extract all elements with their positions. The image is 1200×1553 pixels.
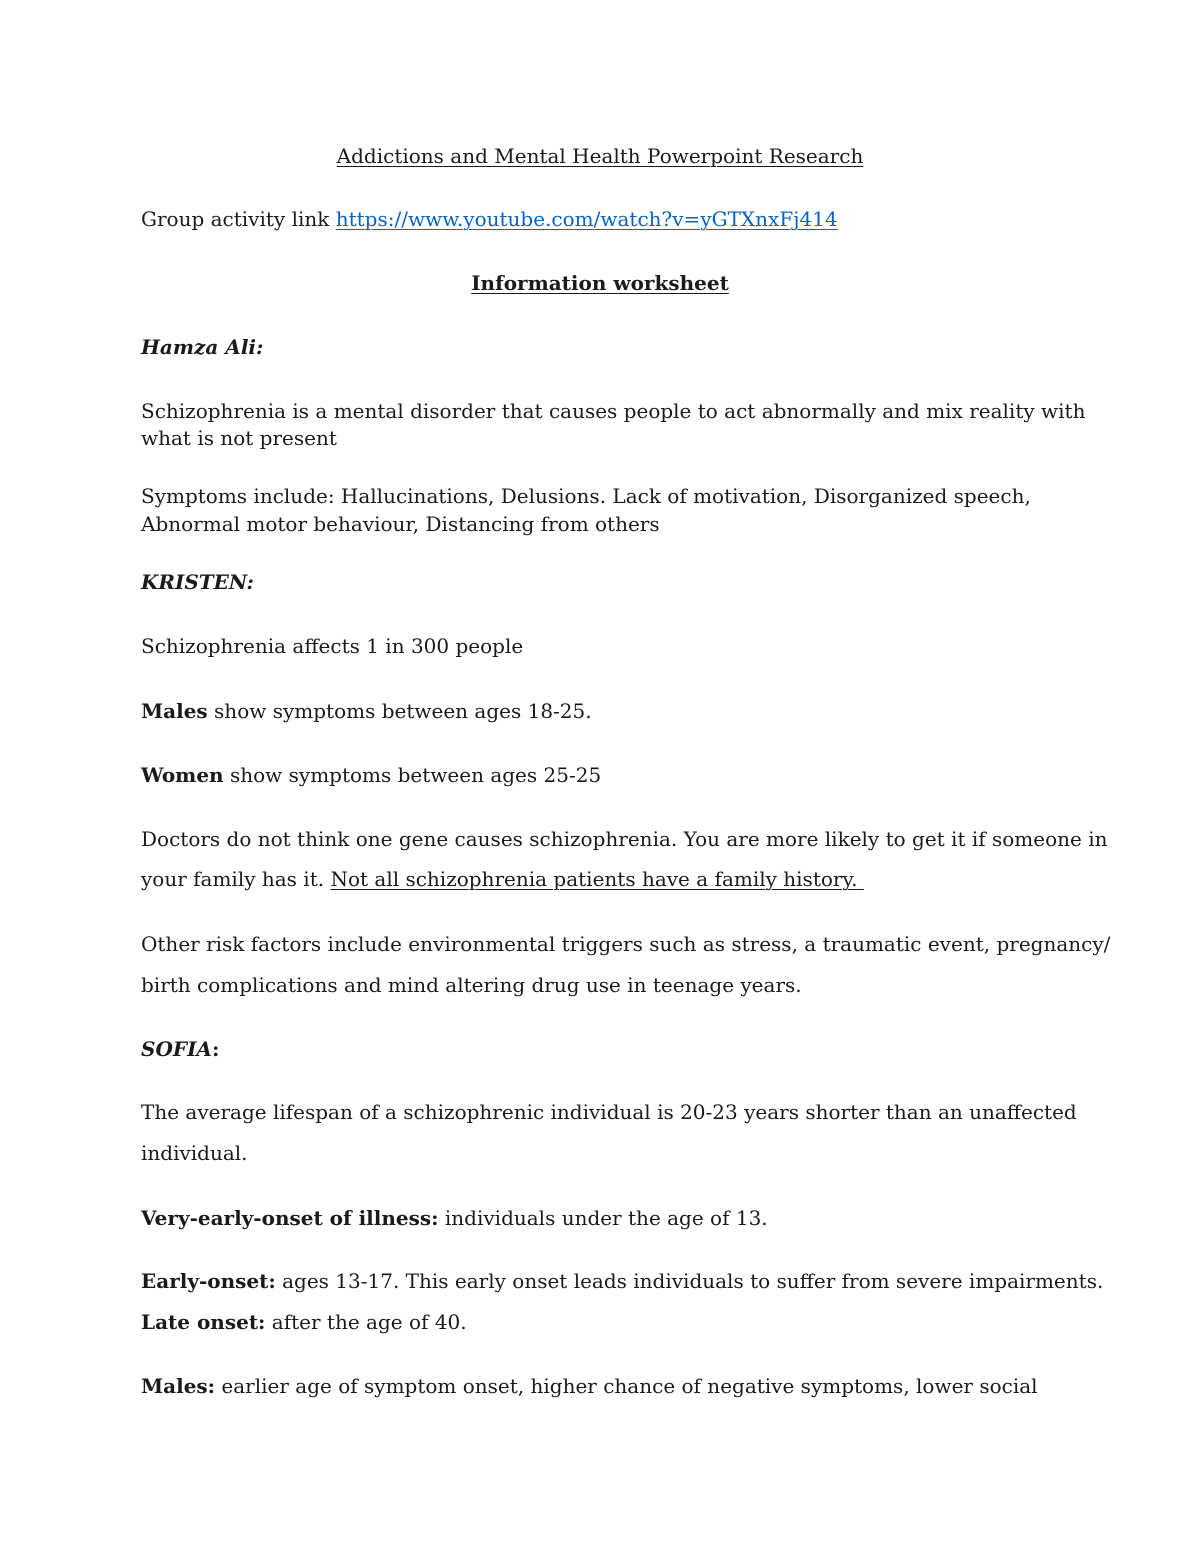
early-label: Early-onset: bbox=[141, 1269, 276, 1293]
section-heading-sofia bbox=[141, 1039, 219, 1059]
paragraph-line: Schizophrenia affects 1 in 300 people bbox=[141, 634, 524, 658]
sofia-colon: : bbox=[211, 1037, 220, 1061]
sofia-males-paragraph bbox=[141, 1376, 1038, 1396]
underlined-note: Not all schizophrenia patients have a family history. bbox=[330, 867, 864, 891]
males-paragraph bbox=[141, 701, 592, 721]
paragraph-line bbox=[141, 869, 864, 889]
males-label: Males bbox=[141, 699, 208, 723]
very-early-onset-paragraph bbox=[141, 1208, 768, 1228]
document-title: Addictions and Mental Health Powerpoint Research bbox=[336, 144, 864, 168]
paragraph-line: Doctors do not think one gene causes schizophrenia. You are more likely to get it if someone in bbox=[141, 827, 1108, 851]
early-onset-paragraph bbox=[141, 1271, 1103, 1291]
sofia-males-label: Males: bbox=[141, 1374, 216, 1398]
sofia-males-text: earlier age of symptom onset, higher chance of negative symptoms, lower social bbox=[215, 1374, 1038, 1398]
paragraph-line: birth complications and mind altering drug use in teenage years. bbox=[141, 973, 802, 997]
very-early-text: individuals under the age of 13. bbox=[438, 1206, 768, 1230]
section-heading-hamza: Hamza Ali: bbox=[141, 335, 264, 359]
women-paragraph bbox=[141, 765, 601, 785]
sofia-name: SOFIA bbox=[141, 1037, 212, 1061]
late-text: after the age of 40. bbox=[265, 1310, 467, 1334]
section-heading-kristen: KRISTEN: bbox=[141, 570, 254, 594]
early-text: ages 13-17. This early onset leads individuals to suffer from severe impairments. bbox=[275, 1269, 1104, 1293]
very-early-label: Very-early-onset of illness: bbox=[141, 1206, 439, 1230]
text-run: your family has it. bbox=[141, 867, 331, 891]
youtube-link[interactable]: https://www.youtube.com/watch?v=yGTXnxFj414 bbox=[335, 207, 838, 231]
paragraph-line: individual. bbox=[141, 1141, 248, 1165]
group-activity-label: Group activity link bbox=[141, 207, 336, 231]
paragraph-line: what is not present bbox=[141, 426, 337, 450]
paragraph-line: Schizophrenia is a mental disorder that causes people to act abnormally and mix reality with bbox=[141, 399, 1086, 423]
paragraph-line: Abnormal motor behaviour, Distancing from others bbox=[141, 512, 660, 536]
paragraph-line: The average lifespan of a schizophrenic individual is 20-23 years shorter than an unaffected bbox=[141, 1100, 1077, 1124]
group-activity-line bbox=[141, 209, 838, 229]
worksheet-subtitle: Information worksheet bbox=[471, 271, 729, 295]
late-onset-paragraph bbox=[141, 1312, 467, 1332]
paragraph-line: Other risk factors include environmental triggers such as stress, a traumatic event, pregnancy/ bbox=[141, 932, 1111, 956]
paragraph-line: Symptoms include: Hallucinations, Delusions. Lack of motivation, Disorganized speech, bbox=[141, 484, 1031, 508]
males-text: show symptoms between ages 18-25. bbox=[207, 699, 592, 723]
women-text: show symptoms between ages 25-25 bbox=[223, 763, 602, 787]
women-label: Women bbox=[141, 763, 224, 787]
late-label: Late onset: bbox=[141, 1310, 266, 1334]
